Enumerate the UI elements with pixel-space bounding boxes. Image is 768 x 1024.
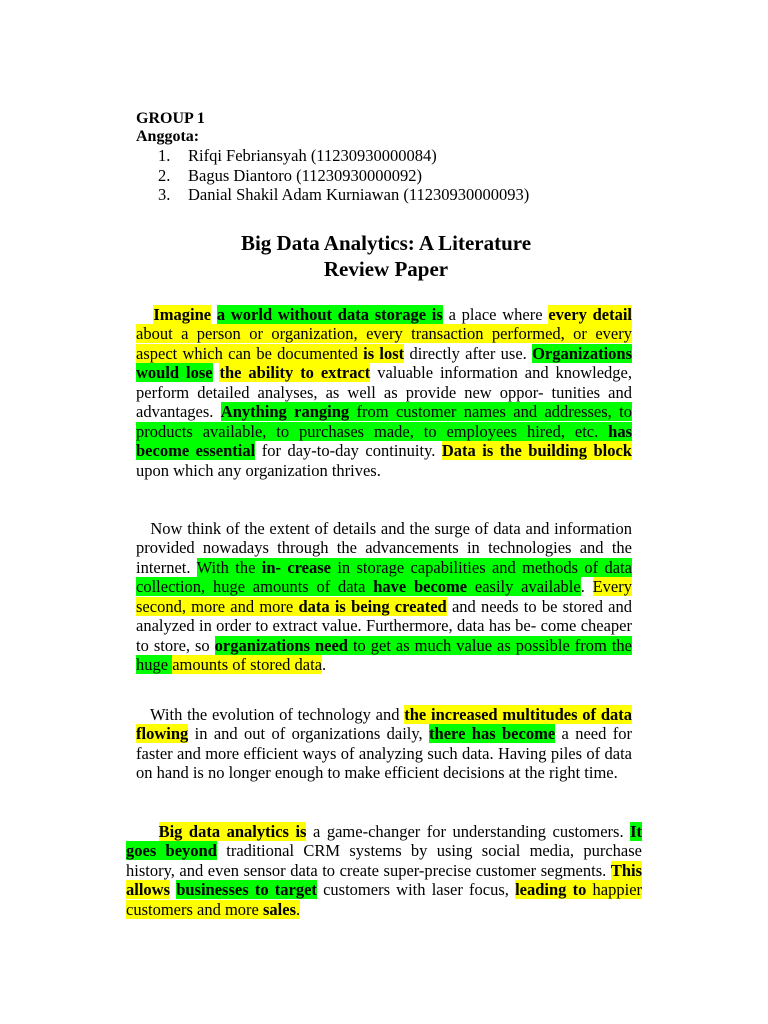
text-run: have become [373, 577, 468, 596]
member-item [158, 146, 529, 166]
text-run: upon which any organization thrives. [136, 460, 381, 480]
member-number: 2. [158, 165, 171, 185]
paper-title [136, 230, 636, 282]
paragraph-indent [136, 305, 153, 324]
member-name: Rifqi Febriansyah (11230930000084) [188, 146, 437, 165]
text-run: a need for faster and more efficient ways of analyzing such data. Having piles of data on hand is no longer enough to make efficient decisions at the right time. [136, 724, 632, 782]
paragraph-indent [136, 705, 150, 724]
paragraph-indent [126, 822, 159, 841]
text-run: With the evolution of technology and [149, 704, 405, 724]
text-run: a game-changer for understanding customers. [306, 821, 631, 841]
text-run: in- crease [261, 557, 331, 577]
text-run: This allows [126, 860, 642, 899]
member-name: Danial Shakil Adam Kurniawan (11230930000093) [188, 185, 530, 204]
text-run: . [296, 899, 301, 919]
text-run: organizations need [214, 635, 348, 655]
text-run: It goes beyond [126, 821, 643, 860]
text-run: has become essential [136, 421, 632, 460]
text-run: there has become [429, 724, 556, 743]
member-name: Bagus Diantoro (11230930000092) [188, 165, 423, 185]
text-run: Anything ranging [220, 402, 350, 421]
text-run: in and out of organizations daily, [188, 724, 430, 743]
text-run: sales [263, 899, 297, 919]
text-run: Imagine [153, 304, 212, 324]
text-run: valuable information and knowledge, perform detailed analyses, as well as provide new oppor- tunities and advantages. [136, 363, 633, 421]
text-run: Now think of the extent of details and the surge of data and information provided nowadays through the advancements in technologies and the internet. [136, 518, 633, 577]
paragraph-1 [136, 305, 632, 481]
text-run: is lost [363, 343, 405, 363]
text-run: from customer names and addresses, to products available, to purchases made, to employees hired, etc. [136, 402, 632, 441]
text-run: With the [196, 557, 262, 577]
text-run: customers with laser focus, [316, 880, 516, 899]
text-run: to get as much value as possible from the huge [136, 635, 632, 674]
group-heading: GROUP 1 [136, 110, 205, 127]
text-run: easily available [467, 577, 581, 596]
text-run: businesses to target [176, 880, 317, 899]
text-run: for day-to-day continuity. [255, 441, 442, 460]
title-line-1: Big Data Analytics: A Literature [240, 231, 532, 255]
text-run: Organizations would lose [136, 343, 632, 382]
text-run: Big data analytics is [158, 821, 307, 841]
paragraph-2 [136, 519, 632, 675]
paragraph-3 [136, 705, 632, 783]
text-run: amounts of stored data [172, 655, 323, 674]
text-run: . [322, 655, 327, 674]
text-run: data is being created [298, 596, 447, 616]
title-line-2: Review Paper [323, 257, 449, 281]
paragraph-4 [126, 822, 642, 920]
member-number: 3. [158, 185, 171, 204]
members-label: Anggota: [136, 128, 200, 145]
text-run: directly after use. [404, 343, 533, 363]
text-run: and needs to be stored and analyzed in order to extract value. Furthermore, data has be- come cheaper to store, so [136, 596, 632, 655]
member-number: 1. [158, 146, 171, 165]
member-item [158, 185, 529, 205]
text-run: about a person or organization, every transaction performed, or every aspect which can be documented [136, 324, 632, 363]
text-run: the increased multitudes of data flowing [136, 704, 632, 743]
paragraph-indent [136, 519, 150, 538]
text-run: the ability to extract [219, 363, 371, 382]
text-run: . [580, 577, 593, 596]
text-run: Data is the building block [441, 441, 632, 460]
text-run: Every second, more and more [136, 577, 632, 616]
text-run: every detail [548, 304, 633, 324]
text-run: traditional CRM systems by using social media, purchase history, and even sensor data to create super-precise customer segments. [126, 841, 642, 880]
text-run: in storage capabilities and methods of data collection, huge amounts of data [136, 557, 632, 596]
member-item [158, 166, 529, 186]
member-list [158, 146, 529, 205]
text-run: a world without data storage is [216, 304, 443, 324]
text-run: a place where [442, 304, 549, 324]
text-run [211, 305, 217, 324]
text-run: leading to [515, 880, 587, 899]
text-run: happier customers and more [126, 880, 643, 919]
